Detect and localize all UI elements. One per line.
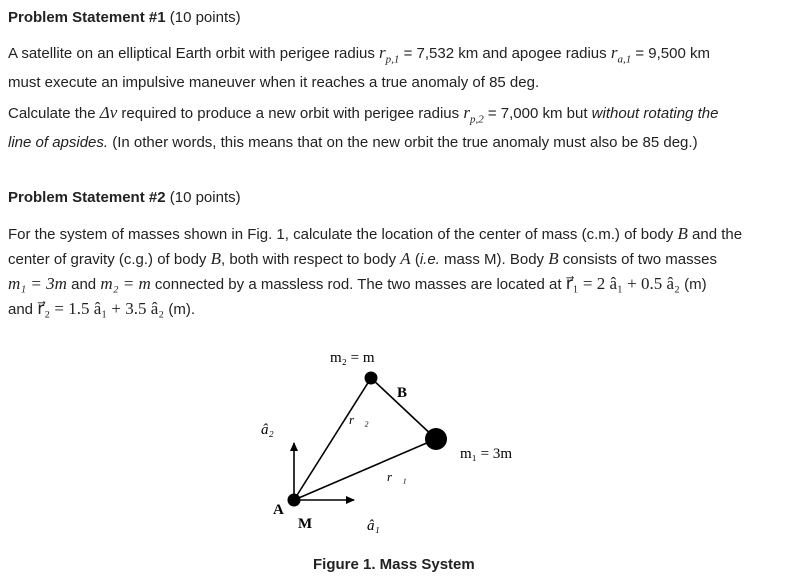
m2-label: m₂ = m (330, 350, 375, 366)
body-b-symbol: B (210, 249, 221, 268)
mass-m1-dot (425, 428, 447, 450)
delta-v-symbol: Δv (99, 103, 118, 122)
text-run: (In other words, this means that on the new orbit the true anomaly must also be 85 deg.) (108, 134, 698, 152)
rp2-symbol: $r_{p,2}$ (463, 103, 484, 126)
ra1-symbol: $r_{a,1}$ (610, 43, 632, 66)
r2-vector-line (294, 378, 371, 500)
emphasis-text: line of apsides. (8, 134, 109, 152)
figure-caption: Figure 1. Mass System (313, 556, 475, 573)
b-label: B (397, 385, 408, 401)
m1-equation: m₁ = 3m (8, 274, 67, 293)
text-run: and (8, 301, 38, 318)
text-run: = 7,000 km but (483, 105, 592, 122)
text-run: A satellite on an elliptical Earth orbit with perigee radius (8, 45, 380, 62)
mass-m2-dot (365, 372, 378, 385)
text-run: consists of two masses (558, 251, 717, 268)
a1-label: â₁ (367, 518, 380, 534)
text-run: connected by a massless rod. The two masses are located at (150, 276, 566, 293)
text-run: For the system of masses shown in Fig. 1, calculate the location of the center of mass (c.m.) of body (8, 226, 678, 243)
problem2-points: (10 points) (169, 189, 241, 206)
text-run: must execute an impulsive maneuver when it reaches a true anomaly of 85 deg. (8, 74, 540, 92)
mass-a-dot (288, 494, 301, 507)
r1-label: r⃗₁ (387, 469, 407, 484)
emphasis-text: i.e. (419, 251, 440, 268)
problem1-title: Problem Statement #1 (8, 9, 166, 26)
r1-vector-line (294, 439, 436, 500)
m1-label: m₁ = 3m (460, 446, 513, 462)
body-b-symbol: B (677, 224, 688, 243)
m-label: M (298, 516, 313, 532)
m2-equation: m₂ = m (100, 274, 151, 293)
body-b-symbol: B (548, 249, 559, 268)
text-run: (m). (164, 301, 196, 318)
a2-label: â₂ (261, 422, 274, 438)
rp1-symbol: $r_{p,1}$ (379, 43, 400, 66)
text-run: (m) (679, 276, 707, 293)
text-run: center of gravity (c.g.) of body (8, 251, 211, 268)
text-run: Calculate the (8, 105, 100, 122)
text-run: = 7,532 km and apogee radius (399, 45, 611, 62)
emphasis-text: without rotating the (591, 105, 719, 122)
r2-label: r⃗₂ (349, 412, 369, 427)
problem2-title: Problem Statement #2 (8, 189, 166, 206)
text-run: ( (410, 251, 420, 268)
r2-equation: r⃗₂ = 1.5 â₁ + 3.5 â₂ (37, 299, 165, 318)
text-run: mass M). Body (439, 251, 549, 268)
r1-equation: r⃗₁ = 2 â₁ + 0.5 â₂ (565, 274, 680, 293)
text-run: , both with respect to body (220, 251, 401, 268)
text-run: and the (687, 226, 743, 243)
a-label: A (273, 502, 284, 518)
text-run: and (66, 276, 101, 293)
problem1-points: (10 points) (169, 9, 241, 26)
body-a-symbol: A (400, 249, 411, 268)
text-run: required to produce a new orbit with perigee radius (117, 105, 464, 122)
text-run: = 9,500 km (631, 45, 710, 62)
